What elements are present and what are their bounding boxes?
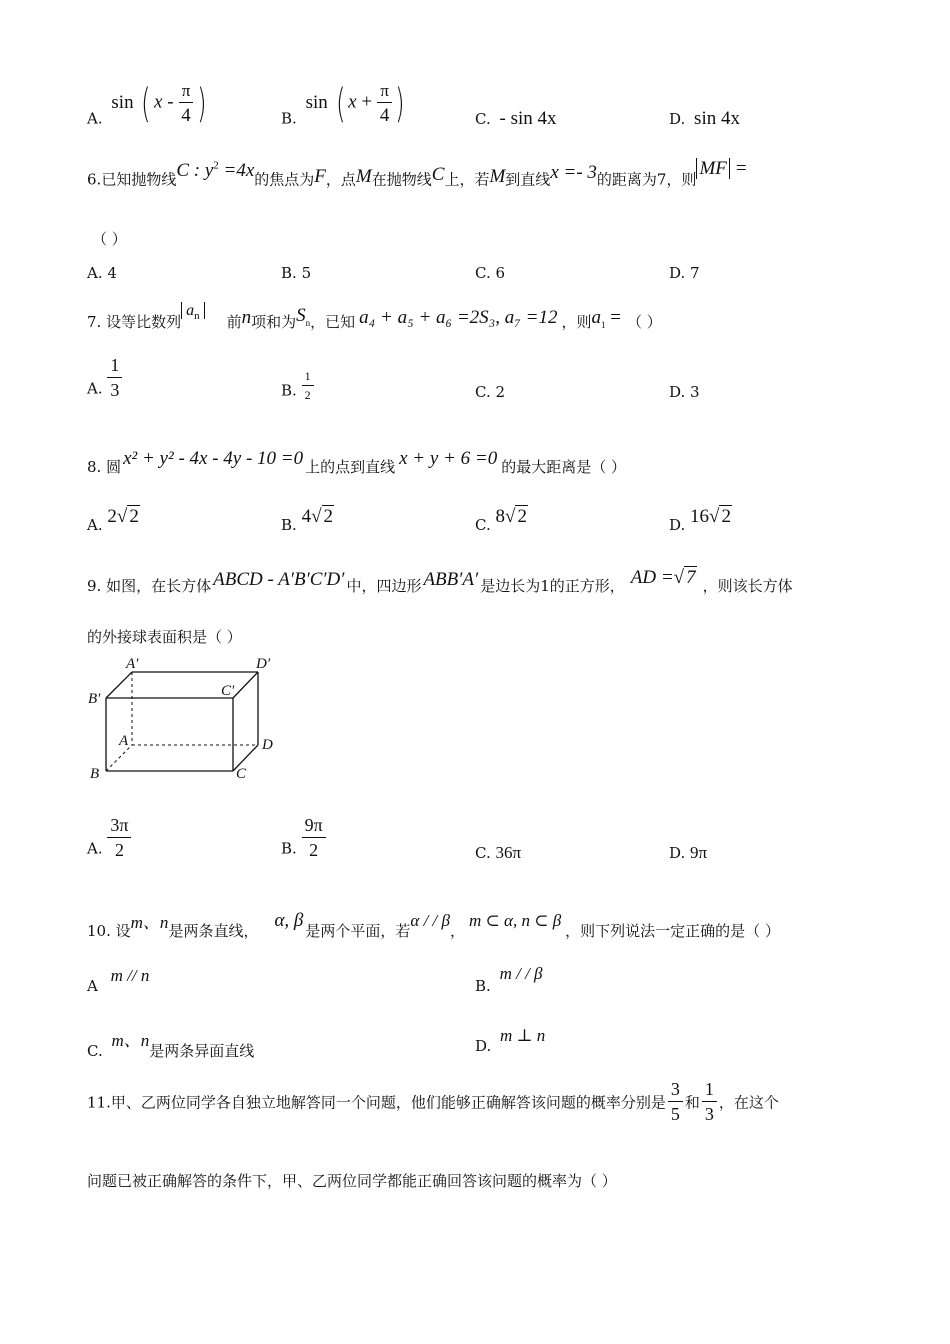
q11-stem-line2: 问题已被正确解答的条件下，甲、乙两位同学都能正确回答该问题的概率为（ ） [87,1172,617,1190]
vertex-c1: C′ [221,683,235,699]
q5-option-d: D. sin 4x [669,108,740,129]
q9-option-b: B. $\frac{9\pi}{2}$ [281,816,326,859]
cuboid-figure [84,650,284,790]
q7-option-a: A. $\frac{1}{3}$ [87,356,122,399]
q9-option-a: A. $\frac{3\pi}{2}$ [87,816,131,859]
vertex-a: A [119,733,129,749]
q9-stem-line2: 的外接球表面积是（ ） [87,628,242,646]
q5-option-c: C. - sin 4x [475,108,557,129]
q8-option-d: D. 16√ 2 [669,506,731,534]
q10-option-a: A m // n [87,966,150,995]
q7-stem: 7. 设等比数列$a_n$ 前n项和为$S_n$，已知 a₄ + a₅ + a₆ =2S₃, a₇ =12 ，则$a_1$ = （ ） [87,302,662,331]
q10-stem: 10. 设m、n是两条直线， α, β 是两个平面，若α / / β，m ⊂ α, n ⊂ β，则下列说法一定正确的是（ ） [87,910,780,940]
q7-option-c: C. 2 [475,383,506,401]
q9-option-c: C. 36π [475,843,522,862]
vertex-d1: D′ [256,656,271,672]
q11-stem: 11.甲、乙两位同学各自独立地解答同一个问题，他们能够正确解答该问题的概率分别是 $\frac{3}{5}$ 和 $\frac{1}{3}$ ，在这个 [87,1079,779,1124]
vertex-b: B [90,766,100,782]
vertex-a1: A′ [126,656,139,672]
q10-option-d: D. m ⊥ n [475,1026,546,1055]
vertex-b1: B′ [88,691,101,707]
q6-blank: （ ） [92,230,127,248]
q8-option-c: C. 8√ 2 [475,506,527,534]
q10-option-b: B. m / / β [475,964,543,995]
edge-b1-a1 [106,672,132,698]
q8-stem: 8. 圆 x² + y² - 4x - 4y - 10 =0 上的点到直线 x + y + 6 =0 的最大距离是（ ） [87,448,626,476]
vertex-d: D [262,737,273,753]
vertex-c: C [236,766,247,782]
q10-option-c: C. m、n是两条异面直线 [87,1031,255,1060]
q7-option-b: B. $\frac{1}{2}$ [281,370,314,401]
q8-option-a: A. 2√ 2 [87,506,139,534]
q5-option-b: B. sin ( x + $\frac{\pi}{4}$ ) [281,80,405,128]
q8-option-b: B. 4√ 2 [281,506,334,534]
q7-option-d: D. 3 [669,383,700,401]
q6-stem: 6.已知抛物线C : $y^2 =4x$的焦点为F，点M在抛物线C上，若M到直线x =- 3的距离为7，则 MF = [87,158,747,189]
q5-option-a: A. sin ( x - $\frac{\pi}{4}$ ) [87,80,207,128]
q6-option-c: C. 6 [475,264,506,282]
q9-stem: 9. 如图，在长方体 ABCD - A′B′C′D′ 中，四边形 ABB′A′ 是边长为1的正方形， AD =√ 7 ，则该长方体 [87,567,793,595]
q9-option-d: D. 9π [669,843,708,862]
q6-option-a: A. 4 [87,264,117,282]
q6-option-d: D. 7 [669,264,700,282]
edge-c1-d1 [233,672,258,698]
q6-option-b: B. 5 [281,264,312,282]
